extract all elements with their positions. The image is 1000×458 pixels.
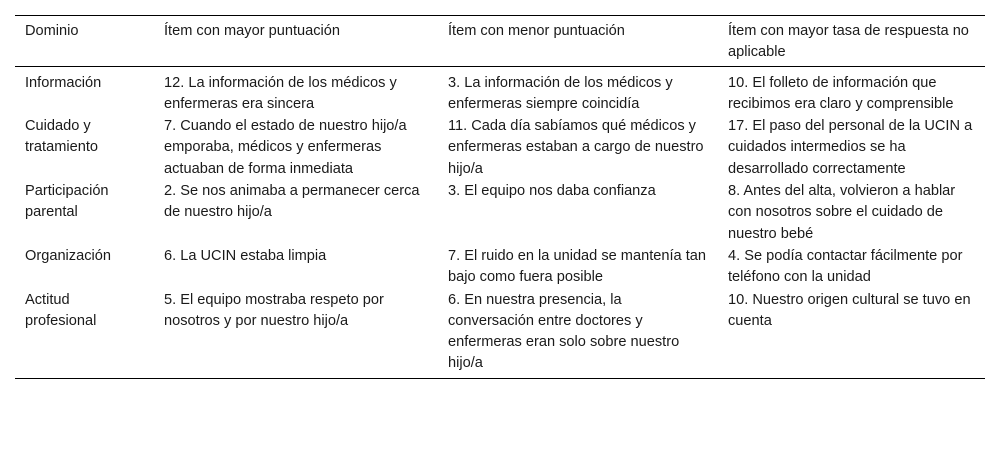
items-by-domain-table: [15, 15, 985, 379]
cell-lowest: 6. En nuestra presencia, la conversación entre doctores y enfermeras eran solo sobre nuestro hijo/a: [448, 291, 680, 372]
cell-not-applicable: 10. El folleto de información que recibimos era claro y comprensible: [728, 74, 954, 112]
cell-highest: 2. Se nos animaba a permanecer cerca de nuestro hijo/a: [164, 183, 420, 221]
table-row: [15, 245, 985, 289]
header-not-applicable: Ítem con mayor tasa de respuesta no aplicable: [728, 23, 969, 61]
cell-domain: Información: [25, 74, 102, 91]
cell-not-applicable: 10. Nuestro origen cultural se tuvo en cuenta: [728, 291, 971, 329]
cell-highest: 12. La información de los médicos y enfermeras era sincera: [164, 74, 397, 112]
table-row: [15, 115, 985, 180]
results-table-container: [15, 15, 985, 379]
header-domain: Dominio: [25, 23, 79, 39]
cell-lowest: 3. La información de los médicos y enfermeras siempre coincidía: [448, 74, 673, 112]
header-lowest-score: Ítem con menor puntuación: [448, 23, 625, 39]
cell-lowest: 11. Cada día sabíamos qué médicos y enfermeras estaban a cargo de nuestro hijo/a: [448, 118, 704, 177]
cell-domain: Participación parental: [25, 183, 109, 221]
cell-domain: Cuidado y tratamiento: [25, 118, 99, 156]
cell-not-applicable: 8. Antes del alta, volvieron a hablar con nosotros sobre el cuidado de nuestro bebé: [728, 183, 956, 242]
cell-highest: 6. La UCIN estaba limpia: [164, 247, 327, 264]
table-body: [15, 66, 985, 378]
cell-highest: 7. Cuando el estado de nuestro hijo/a emporaba, médicos y enfermeras actuaban de forma inmediata: [164, 118, 407, 177]
cell-domain: Organización: [25, 247, 111, 264]
header-row: [15, 16, 985, 67]
cell-highest: 5. El equipo mostraba respeto por nosotros y por nuestro hijo/a: [164, 291, 384, 329]
cell-not-applicable: 17. El paso del personal de la UCIN a cuidados intermedios se ha desarrollado correctamente: [728, 118, 973, 177]
table-header: [15, 16, 985, 67]
cell-lowest: 7. El ruido en la unidad se mantenía tan bajo como fuera posible: [448, 247, 706, 286]
table-row: [15, 66, 985, 115]
table-row: [15, 180, 985, 245]
cell-not-applicable: 4. Se podía contactar fácilmente por teléfono con la unidad: [728, 247, 963, 286]
cell-domain: Actitud profesional: [25, 291, 97, 329]
cell-lowest: 3. El equipo nos daba confianza: [448, 183, 656, 200]
table-row: [15, 289, 985, 379]
header-highest-score: Ítem con mayor puntuación: [164, 23, 341, 39]
